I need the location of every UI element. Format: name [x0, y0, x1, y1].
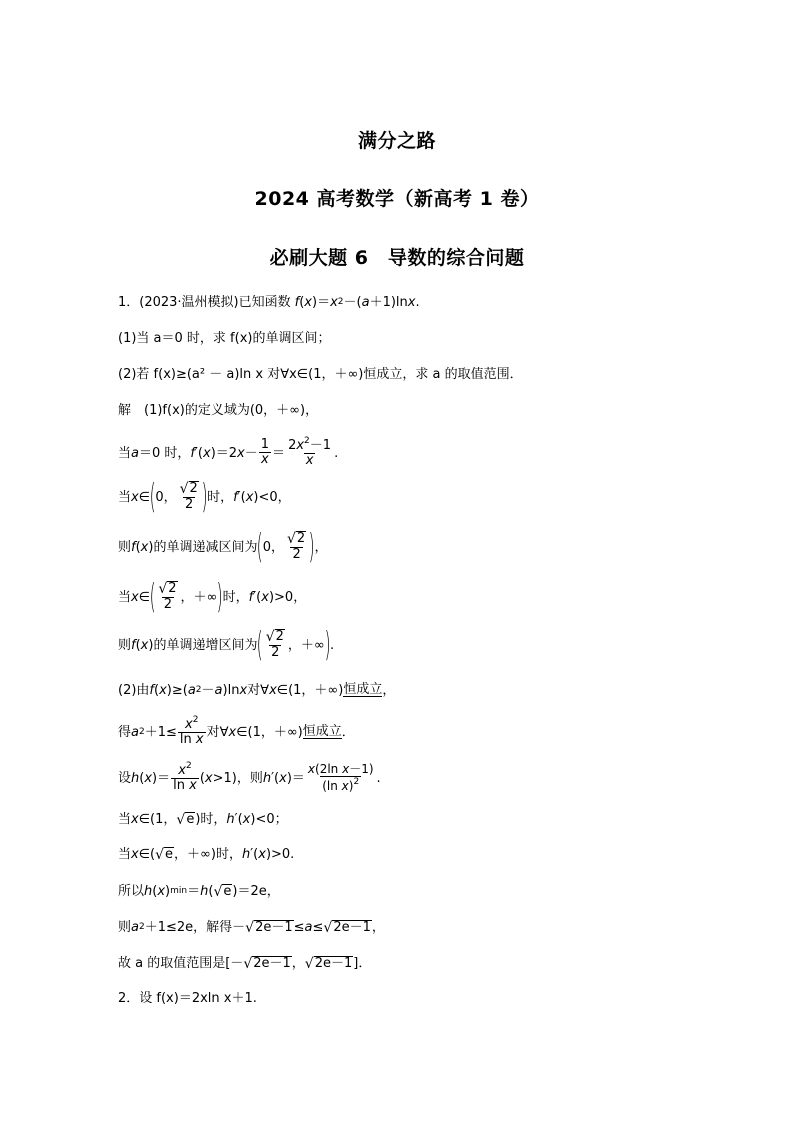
doc-subtitle: 2024 高考数学（新高考 1 卷）: [254, 188, 540, 210]
solution-line-12: 所以 h ( x ) min ＝ h ( √ e )＝2e，: [118, 884, 280, 901]
doc-title: 满分之路: [357, 130, 436, 152]
solution-line-3: 当 x ∈ ( 0， √ 2 2 ) 时， f ′( x )<0，: [118, 477, 291, 517]
problem-1-part-2: (2)若 f(x)≥(a² － a)ln x 对∀x∈(1，＋∞)恒成立，求 a 的取值范围．: [118, 367, 523, 382]
problem-1-stem: 1．(2023·温州模拟)已知函数 f ( x )＝ x 2 －( a ＋1)ln x .: [118, 295, 420, 310]
solution-line-10: 当 x ∈(1， √ e )时， h ′( x )<0；: [118, 812, 288, 829]
problem-2-stem: 2．设 f(x)＝2xln x＋1.: [118, 991, 257, 1006]
solution-line-11: 当 x ∈( √ e ，＋∞)时， h ′( x )>0.: [118, 847, 295, 864]
section-title: 必刷大题 6 导数的综合问题: [269, 247, 525, 269]
problem-1-part-1: (1)当 a＝0 时，求 f(x)的单调区间；: [118, 331, 331, 346]
solution-line-1: 解 (1)f(x)的定义域为(0，＋∞)，: [118, 403, 319, 418]
solution-line-6: 则 f ( x )的单调递增区间为 ( √ 2 2 ，＋∞ ) .: [118, 625, 335, 665]
solution-line-4: 则 f ( x )的单调递减区间为 ( 0， √ 2 2 ) ，: [118, 527, 328, 567]
solution-line-9: 设 h ( x )＝ $\frac{x^2}{\text{ln x}}$ ( x >1)，则 h ′( x )＝ $\frac{\text{x(2ln x－1)}}{(\ln x)^2}$ .: [118, 761, 381, 794]
solution-line-7: (2)由 f ( x )≥( a 2 － a )ln x 对∀ x ∈(1，＋∞) 恒成立 ，: [118, 682, 396, 698]
solution-line-5: 当 x ∈ ( √ 2 2 ，＋∞ ) 时， f ′( x )>0，: [118, 577, 307, 617]
solution-line-2: 当 a ＝0 时， f ′( x )＝2 x － $\frac{1}{x}$ ＝ $\frac{2x^2-1}{x}$ .: [118, 436, 339, 469]
solution-line-8: 得 a 2 ＋1≤ $\frac{x^2}{\text{ln x}}$ 对∀ x ∈(1，＋∞) 恒成立 ．: [118, 715, 355, 748]
solution-line-13: 则 a 2 ＋1≤2e，解得－ √ 2e－1 ≤ a ≤ √ 2e－1 ，: [118, 920, 385, 937]
solution-line-14: 故 a 的取值范围是 [－ √ 2e－1 ， √ 2e－1 ]．: [118, 956, 372, 973]
